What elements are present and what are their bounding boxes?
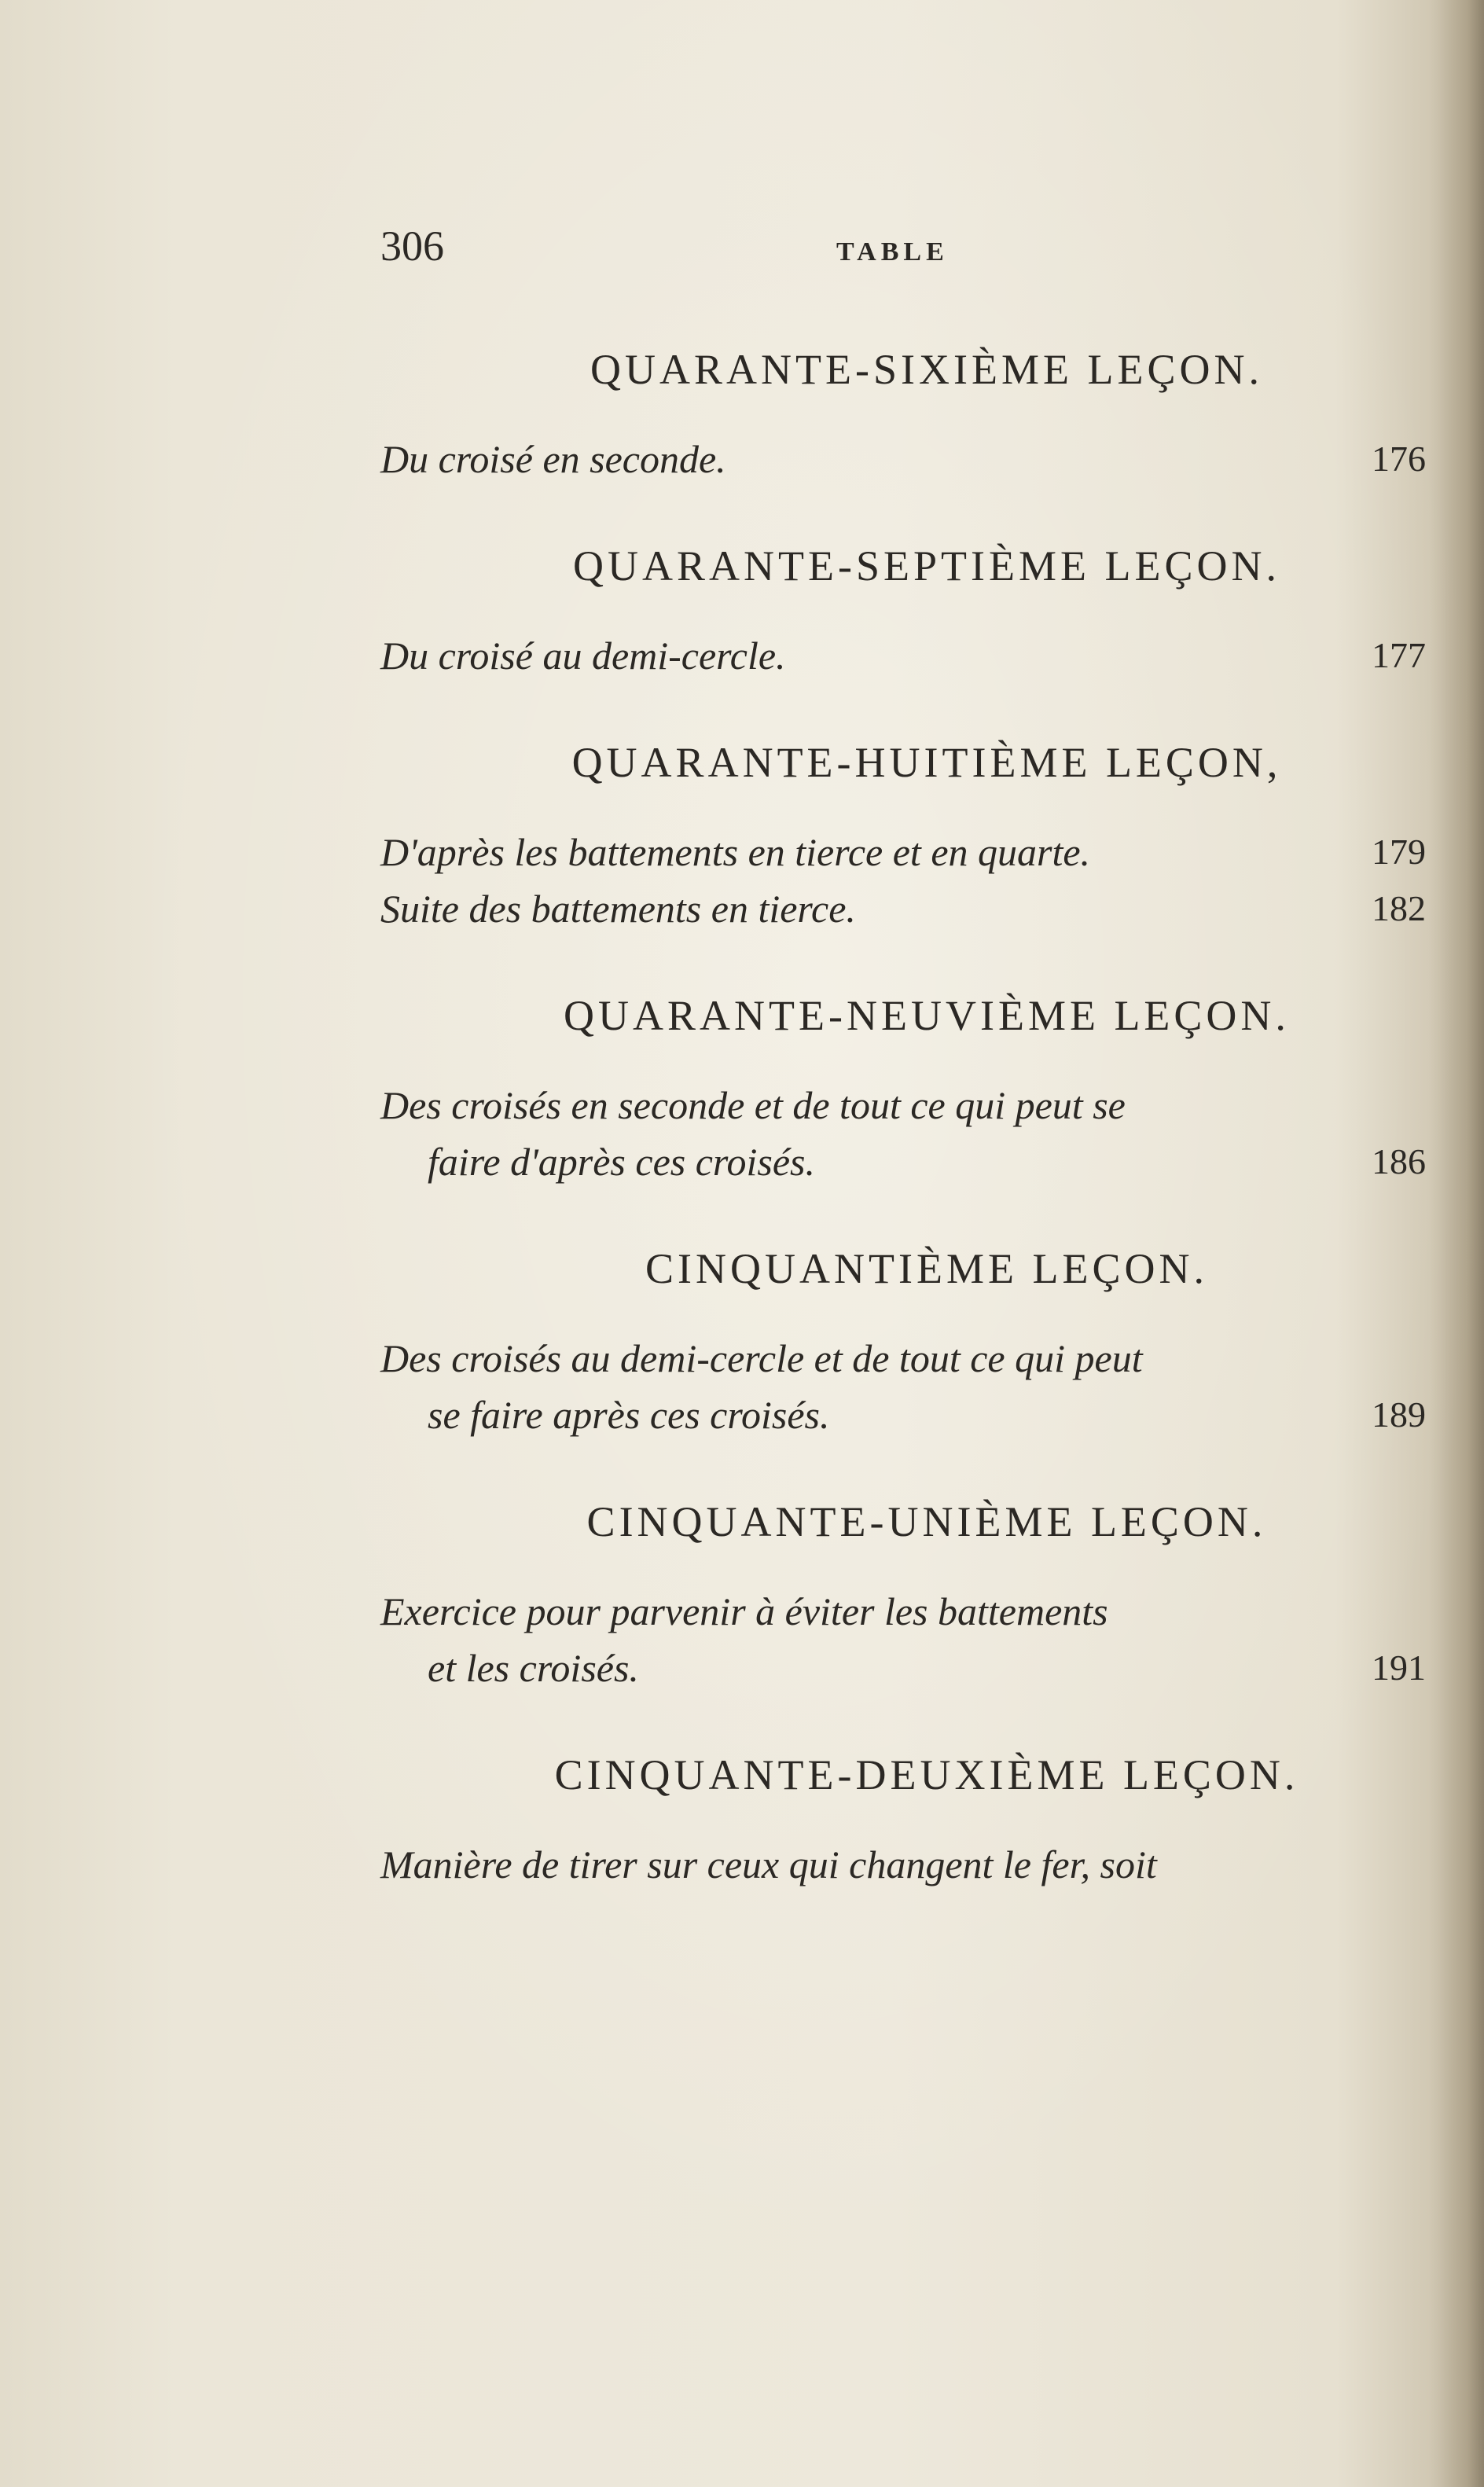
page-reference: 189 [1372,1394,1426,1435]
toc-entry [380,431,1426,487]
lesson-title: QUARANTE-NEUVIÈME LEÇON. [564,992,1290,1039]
lesson-title: CINQUANTIÈME LEÇON. [645,1245,1208,1292]
entry-line: Des croisés au demi-cercle et de tout ce qui peut [380,1336,1143,1380]
toc-entry [380,824,1426,880]
entry-line: Des croisés en seconde et de tout ce qui peut se [380,1083,1126,1127]
running-head: TABLE [836,237,949,266]
lesson-47 [380,535,1426,684]
page-reference: 177 [1372,635,1426,675]
toc-entry [380,627,1426,684]
page-edge-shadow [1429,0,1484,2487]
entry-line: D'après les battements en tierce et en quarte. [380,830,1091,874]
page-reference: 182 [1372,888,1426,928]
lesson-46 [380,338,1426,487]
lesson-title: QUARANTE-SEPTIÈME LEÇON. [573,542,1280,590]
entry-line: faire d'après ces croisés. [428,1140,816,1184]
lesson-title: CINQUANTE-DEUXIÈME LEÇON. [554,1751,1299,1798]
entry-line: et les croisés. [428,1646,639,1690]
page-reference: 176 [1372,439,1426,479]
toc-entry [380,1330,1426,1443]
page-number: 306 [380,222,444,270]
entry-line: Exercice pour parvenir à éviter les battements [380,1589,1108,1633]
page-reference: 191 [1372,1648,1426,1688]
lesson-title: QUARANTE-SIXIÈME LEÇON. [590,346,1263,393]
lesson-49 [380,984,1426,1190]
entry-line: Manière de tirer sur ceux qui changent le fer, soit [380,1842,1157,1886]
lesson-52 [380,1743,1426,1893]
lesson-51 [380,1490,1426,1696]
table-of-contents [380,338,1426,1893]
lesson-48 [380,731,1426,937]
lesson-title: QUARANTE-HUITIÈME LEÇON, [571,739,1282,786]
entry-line: Suite des battements en tierce. [380,887,856,931]
toc-entry [380,1077,1426,1190]
toc-entry [380,1583,1426,1696]
page-reference: 179 [1372,832,1426,872]
lesson-title: CINQUANTE-UNIÈME LEÇON. [586,1498,1267,1545]
entry-line: Du croisé au demi-cercle. [380,634,786,678]
page-header [380,222,1418,285]
entry-line: Du croisé en seconde. [380,437,726,481]
toc-entry [380,880,1426,937]
toc-entry [380,1836,1426,1893]
page-reference: 186 [1372,1141,1426,1181]
lesson-50 [380,1237,1426,1443]
entry-line: se faire après ces croisés. [428,1393,830,1437]
